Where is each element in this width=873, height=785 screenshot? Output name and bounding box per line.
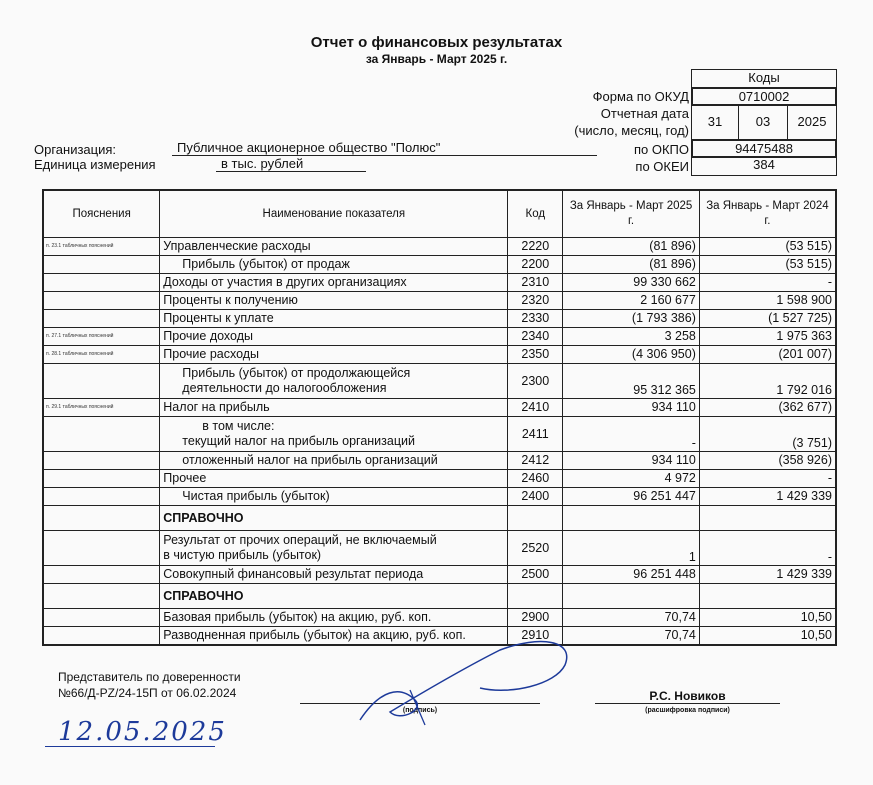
col-2025-header: За Январь - Март 2025 г. <box>563 190 700 238</box>
table-row <box>43 609 836 627</box>
row-value-2024: - <box>699 531 836 566</box>
okpo-label: по ОКПО <box>633 142 689 157</box>
row-name: Проценты к уплате <box>160 310 508 328</box>
row-code: 2412 <box>508 452 563 470</box>
table-row <box>43 346 836 364</box>
row-note <box>43 310 160 328</box>
table-row <box>43 256 836 274</box>
row-name: Доходы от участия в других организациях <box>160 274 508 292</box>
row-value-2024: 1 429 339 <box>699 488 836 506</box>
name-caption: (расшифровка подписи) <box>645 707 730 714</box>
table-row <box>43 452 836 470</box>
row-name-line1: Результат от прочих операций, не включаемый <box>163 533 437 547</box>
codes-heading: Коды <box>691 69 837 88</box>
row-note <box>43 364 160 399</box>
table-row <box>43 328 836 346</box>
row-note: п. 28.1 табличных пояснений <box>43 346 160 364</box>
row-name <box>160 531 508 566</box>
date-label-format: (число, месяц, год) <box>574 123 689 138</box>
row-code <box>508 506 563 531</box>
row-note <box>43 256 160 274</box>
date-underline <box>45 746 215 747</box>
row-value-2024: (1 527 725) <box>699 310 836 328</box>
okud-code: 0710002 <box>691 87 837 106</box>
row-code: 2500 <box>508 566 563 584</box>
row-name-line1: в том числе: <box>202 419 275 433</box>
representative-label: Представитель по доверенности <box>58 670 241 684</box>
row-name: СПРАВОЧНО <box>160 506 508 531</box>
date-month: 03 <box>738 105 788 140</box>
handwritten-date: 12.05.2025 <box>58 717 227 747</box>
row-value-2024 <box>699 506 836 531</box>
okei-label: по ОКЕИ <box>635 159 689 174</box>
row-value-2025 <box>563 584 700 609</box>
row-name: Управленческие расходы <box>160 238 508 256</box>
row-note <box>43 274 160 292</box>
table-row <box>43 506 836 531</box>
row-name-line2: деятельности до налогообложения <box>182 381 387 395</box>
col-code-header: Код <box>508 190 563 238</box>
row-value-2024: (53 515) <box>699 238 836 256</box>
row-value-2024: 1 792 016 <box>699 364 836 399</box>
row-note <box>43 417 160 452</box>
row-code: 2410 <box>508 399 563 417</box>
table-row <box>43 417 836 452</box>
okud-label: Форма по ОКУД <box>592 89 689 104</box>
row-value-2024: - <box>699 470 836 488</box>
report-title: Отчет о финансовых результатах <box>310 34 563 51</box>
row-value-2024: (358 926) <box>699 452 836 470</box>
row-name: отложенный налог на прибыль организаций <box>160 452 508 470</box>
row-value-2024: (362 677) <box>699 399 836 417</box>
power-of-attorney: №66/Д-PZ/24-15П от 06.02.2024 <box>58 686 237 700</box>
row-name: Проценты к получению <box>160 292 508 310</box>
financial-results-table <box>42 189 837 646</box>
table-row <box>43 238 836 256</box>
row-note <box>43 470 160 488</box>
row-value-2024 <box>699 584 836 609</box>
row-name-line2: в чистую прибыль (убыток) <box>163 548 322 562</box>
row-code: 2330 <box>508 310 563 328</box>
row-note <box>43 584 160 609</box>
row-value-2025: 95 312 365 <box>563 364 700 399</box>
row-name: Чистая прибыль (убыток) <box>160 488 508 506</box>
row-note: п. 27.1 табличных пояснений <box>43 328 160 346</box>
row-value-2025: (81 896) <box>563 256 700 274</box>
date-label: Отчетная дата <box>600 106 689 121</box>
row-value-2025: 1 <box>563 531 700 566</box>
row-note: п. 29.1 табличных пояснений <box>43 399 160 417</box>
row-note <box>43 627 160 646</box>
table-header-row <box>43 190 836 238</box>
okei-code: 384 <box>691 157 837 176</box>
row-value-2025 <box>563 506 700 531</box>
row-code: 2460 <box>508 470 563 488</box>
row-code <box>508 584 563 609</box>
row-code: 2200 <box>508 256 563 274</box>
row-name: Базовая прибыль (убыток) на акцию, руб. коп. <box>160 609 508 627</box>
row-code: 2320 <box>508 292 563 310</box>
row-code: 2340 <box>508 328 563 346</box>
row-name: Прочие доходы <box>160 328 508 346</box>
row-code: 2910 <box>508 627 563 646</box>
unit-label: Единица измерения <box>34 157 156 172</box>
signatory-name: Р.С. Новиков <box>649 689 726 703</box>
row-note <box>43 566 160 584</box>
row-code: 2411 <box>508 417 563 452</box>
row-value-2024: 1 975 363 <box>699 328 836 346</box>
org-name: Публичное акционерное общество "Полюс" <box>172 140 597 156</box>
row-name: Совокупный финансовый результат периода <box>160 566 508 584</box>
table-row <box>43 364 836 399</box>
unit-value: в тыс. рублей <box>216 156 366 172</box>
col-notes-header: Пояснения <box>43 190 160 238</box>
row-note <box>43 506 160 531</box>
table-row <box>43 584 836 609</box>
row-value-2024: (3 751) <box>699 417 836 452</box>
row-value-2025: - <box>563 417 700 452</box>
row-name: Прочее <box>160 470 508 488</box>
row-code: 2300 <box>508 364 563 399</box>
table-row <box>43 470 836 488</box>
row-value-2025: 2 160 677 <box>563 292 700 310</box>
date-year: 2025 <box>787 105 837 140</box>
signature-caption: (подпись) <box>402 707 438 714</box>
row-note <box>43 292 160 310</box>
report-period: за Январь - Март 2025 г. <box>365 52 508 66</box>
row-value-2025: 70,74 <box>563 609 700 627</box>
table-row <box>43 310 836 328</box>
row-name <box>160 364 508 399</box>
row-name: Прочие расходы <box>160 346 508 364</box>
org-label: Организация: <box>34 142 117 157</box>
row-name: Налог на прибыль <box>160 399 508 417</box>
row-value-2024: 1 598 900 <box>699 292 836 310</box>
row-value-2025: 70,74 <box>563 627 700 646</box>
row-value-2025: 934 110 <box>563 452 700 470</box>
row-code: 2220 <box>508 238 563 256</box>
table-row <box>43 566 836 584</box>
table-row <box>43 292 836 310</box>
row-value-2024: 10,50 <box>699 609 836 627</box>
row-value-2024: 1 429 339 <box>699 566 836 584</box>
row-code: 2400 <box>508 488 563 506</box>
signature-image <box>340 630 580 730</box>
row-value-2025: 96 251 447 <box>563 488 700 506</box>
name-line <box>595 703 780 704</box>
row-value-2025: (81 896) <box>563 238 700 256</box>
table-row <box>43 274 836 292</box>
row-note <box>43 452 160 470</box>
row-code: 2900 <box>508 609 563 627</box>
row-name: СПРАВОЧНО <box>160 584 508 609</box>
row-value-2024: (201 007) <box>699 346 836 364</box>
row-value-2024: - <box>699 274 836 292</box>
row-code: 2520 <box>508 531 563 566</box>
row-code: 2310 <box>508 274 563 292</box>
row-name-line2: текущий налог на прибыль организаций <box>182 434 415 448</box>
row-name-line1: Прибыль (убыток) от продолжающейся <box>182 366 411 380</box>
row-name <box>160 417 508 452</box>
table-row <box>43 488 836 506</box>
col-name-header: Наименование показателя <box>160 190 508 238</box>
row-value-2025: 934 110 <box>563 399 700 417</box>
row-name: Прибыль (убыток) от продаж <box>160 256 508 274</box>
row-value-2025: 99 330 662 <box>563 274 700 292</box>
row-value-2025: (4 306 950) <box>563 346 700 364</box>
row-name: Разводненная прибыль (убыток) на акцию, руб. коп. <box>160 627 508 646</box>
table-row <box>43 399 836 417</box>
row-value-2025: 3 258 <box>563 328 700 346</box>
col-2024-header: За Январь - Март 2024 г. <box>699 190 836 238</box>
row-code: 2350 <box>508 346 563 364</box>
row-value-2025: 4 972 <box>563 470 700 488</box>
row-value-2025: 96 251 448 <box>563 566 700 584</box>
row-note <box>43 609 160 627</box>
date-day: 31 <box>691 105 739 140</box>
row-note <box>43 531 160 566</box>
row-note <box>43 488 160 506</box>
table-row <box>43 531 836 566</box>
row-note: п. 23.1 табличных пояснений <box>43 238 160 256</box>
row-value-2024: (53 515) <box>699 256 836 274</box>
row-value-2025: (1 793 386) <box>563 310 700 328</box>
okpo-code: 94475488 <box>691 139 837 158</box>
row-value-2024: 10,50 <box>699 627 836 646</box>
